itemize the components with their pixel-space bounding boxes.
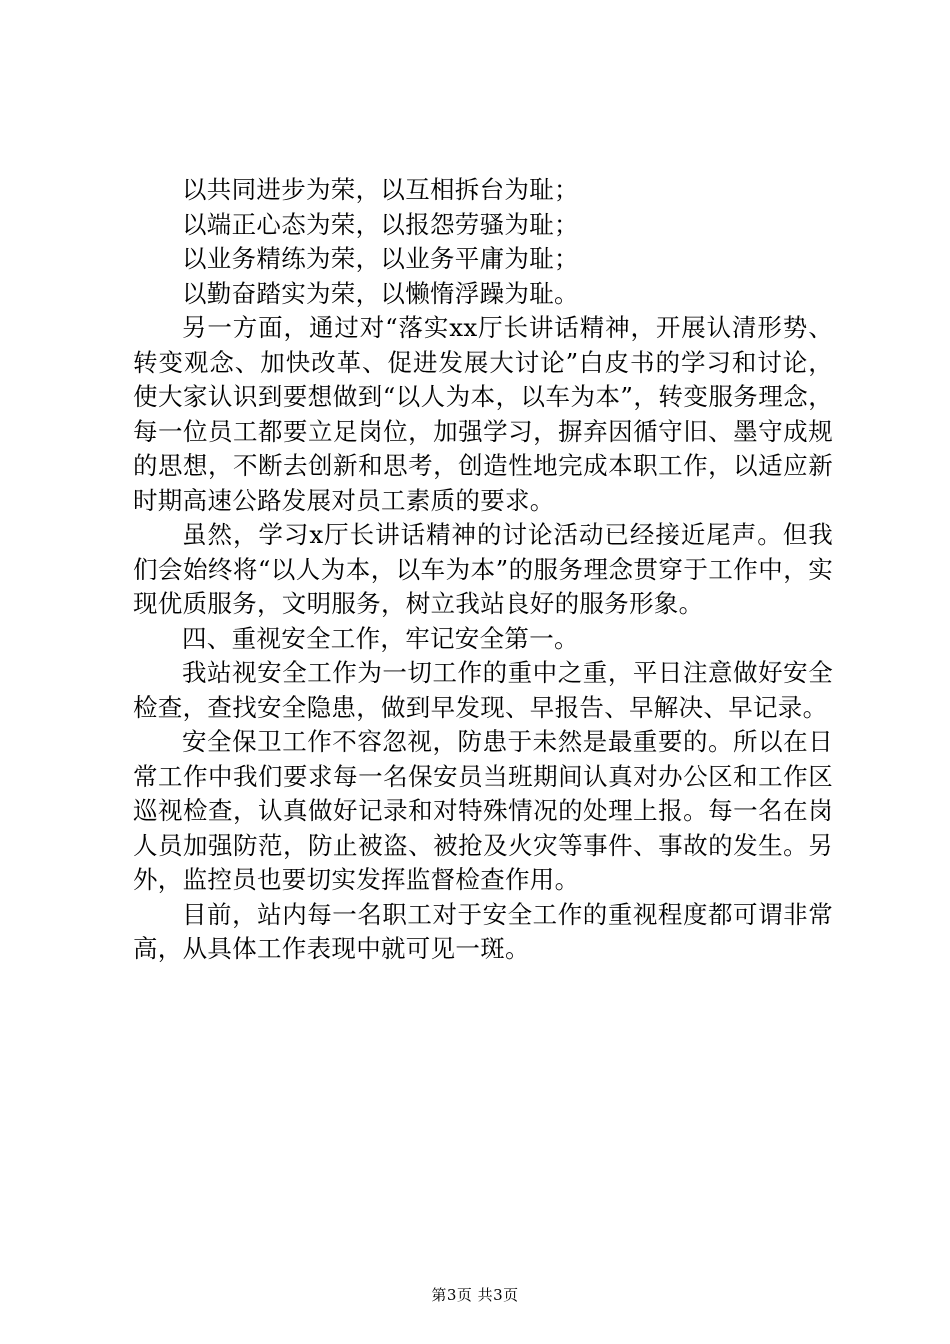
paragraph-motto-3: 以业务精练为荣，以业务平庸为耻； bbox=[182, 244, 579, 273]
paragraph-service-concept: 另一方面，通过对“落实xx厅长讲话精神，开展认清形势、转变观念、加快改革、促进发展大讨论”白皮书的学习和讨论，使大家认识到要想做到“以人为本，以车为本”，转变服务理念，每一位员工都要立足岗位，加强学习，摒弃因循守旧、墨守成规的思想，不断去创新和思考，创造性地完成本职工作，以适应新时期高速公路发展对员工素质的要求。 bbox=[133, 313, 834, 515]
page-footer bbox=[0, 1285, 950, 1305]
paragraph-security-work: 安全保卫工作不容忽视，防患于未然是最重要的。所以在日常工作中我们要求每一名保安员当班期间认真对办公区和工作区巡视检查，认真做好记录和对特殊情况的处理上报。每一名在岗人员加强防范，防止被盗、被抢及火灾等事件、事故的发生。另外，监控员也要切实发挥监督检查作用。 bbox=[133, 727, 833, 894]
document-body bbox=[133, 173, 833, 967]
paragraph-safety-inspection: 我站视安全工作为一切工作的重中之重，平日注意做好安全检查，查找安全隐患，做到早发现、早报告、早解决、早记录。 bbox=[133, 658, 833, 722]
paragraph-safety-awareness: 目前，站内每一名职工对于安全工作的重视程度都可谓非常高，从具体工作表现中就可见一斑。 bbox=[133, 899, 833, 963]
paragraph-motto-2: 以端正心态为荣，以报怨劳骚为耻； bbox=[182, 209, 579, 239]
section-heading-safety: 四、重视安全工作，牢记安全第一。 bbox=[182, 623, 579, 653]
paragraph-discussion-ending: 虽然，学习x厅长讲话精神的讨论活动已经接近尾声。但我们会始终将“以人为本，以车为本”的服务理念贯穿于工作中，实现优质服务，文明服务，树立我站良好的服务形象。 bbox=[133, 520, 833, 618]
page-number: 第3页 共3页 bbox=[431, 1286, 519, 1304]
paragraph-motto-4: 以勤奋踏实为荣，以懒惰浮躁为耻。 bbox=[182, 278, 579, 308]
paragraph-motto-1: 以共同进步为荣，以互相拆台为耻； bbox=[182, 175, 579, 204]
